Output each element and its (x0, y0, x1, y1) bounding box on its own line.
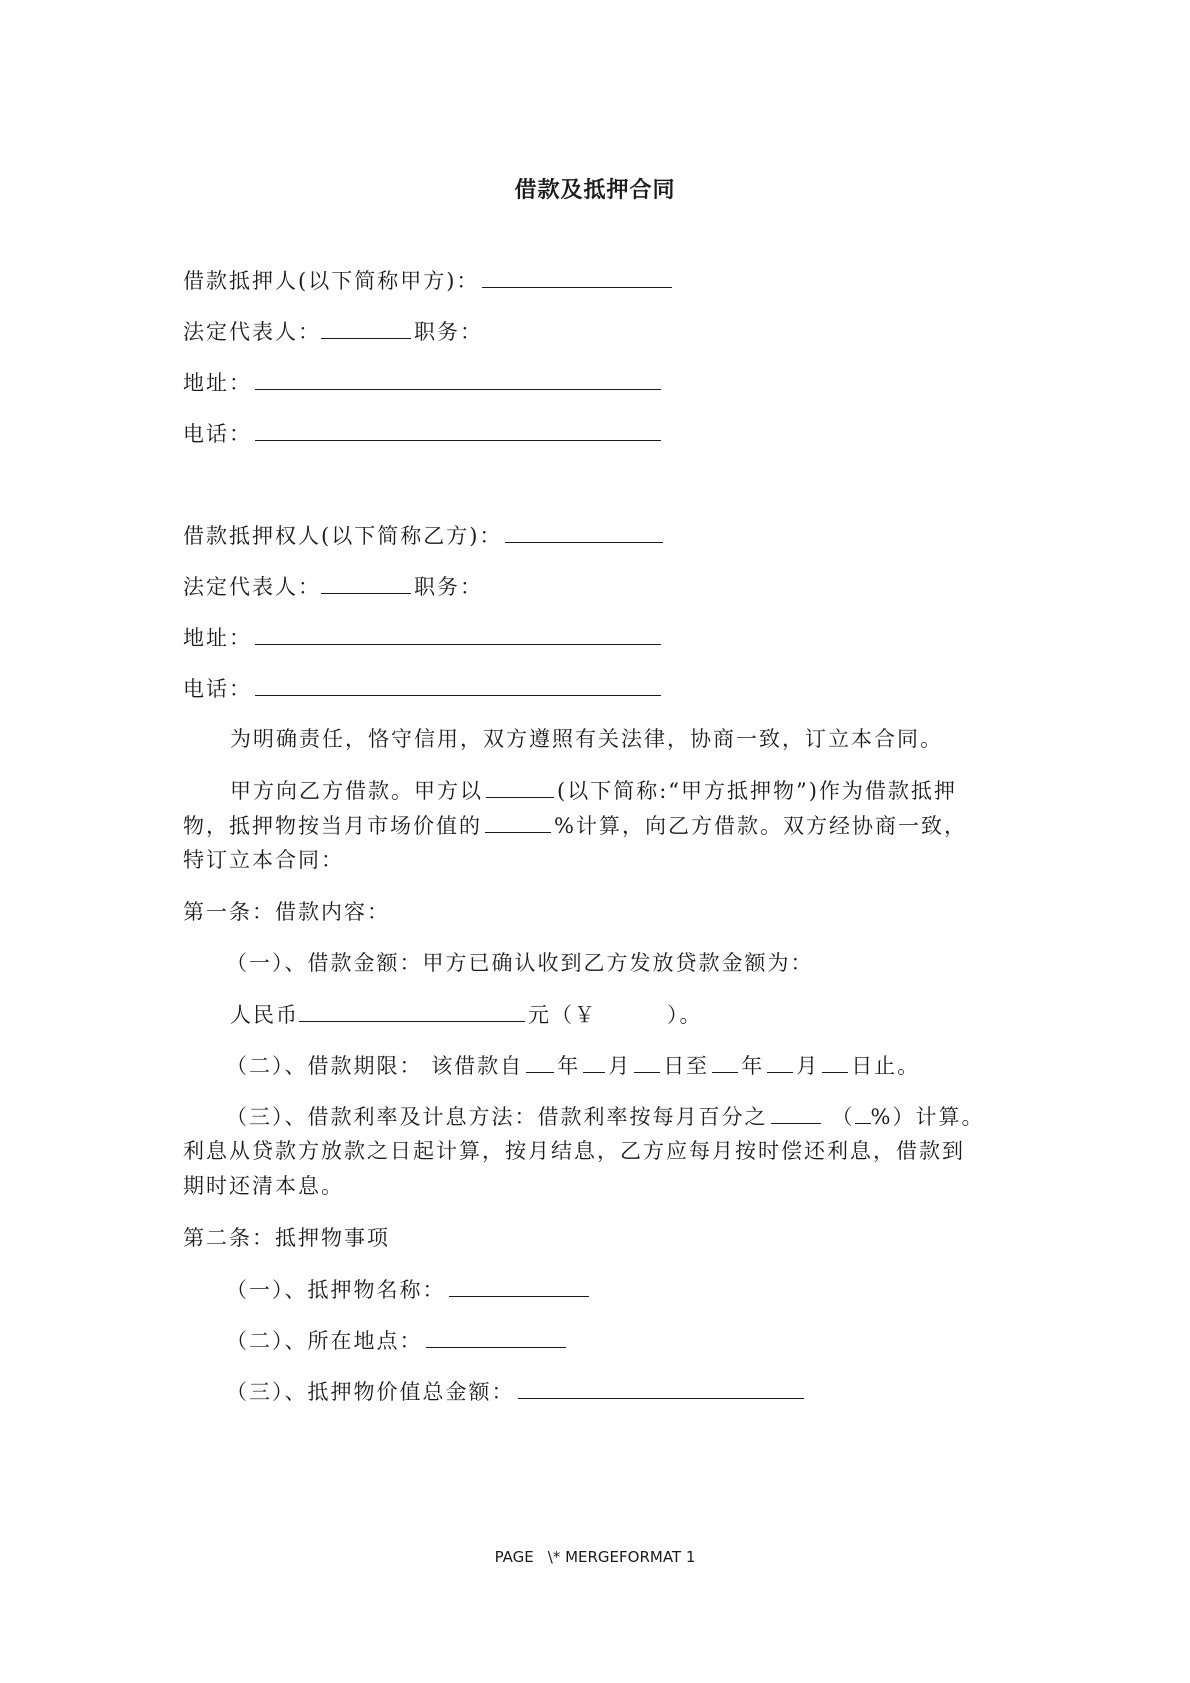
party-a-rep-label: 法定代表人： (183, 320, 321, 344)
para2-line1 (230, 775, 957, 806)
month-label: 月 (608, 1054, 632, 1078)
article1-item1: （一）、借款金额：甲方已确认收到乙方发放贷款金额为： (226, 951, 814, 975)
party-a-address-line (183, 367, 664, 398)
end-day-blank[interactable] (822, 1050, 848, 1073)
day-end-label: 日止。 (851, 1054, 921, 1078)
percent-blank[interactable] (485, 810, 551, 833)
collateral-blank[interactable] (486, 775, 554, 798)
party-b-rep-label: 法定代表人： (183, 575, 321, 599)
party-b-blank[interactable] (505, 520, 663, 543)
year-label-2: 年 (741, 1054, 765, 1078)
party-b-address-line (183, 622, 664, 653)
article2-heading: 第二条：抵押物事项 (183, 1226, 390, 1250)
end-year-blank[interactable] (712, 1050, 738, 1073)
article1-item3-line3: 期时还清本息。 (183, 1174, 344, 1198)
article2-item1 (226, 1274, 592, 1305)
party-b-address-blank[interactable] (255, 622, 661, 645)
item3-part3: %）计算。 (870, 1105, 985, 1129)
para2-line2-part1: 物，抵押物按当月市场价值的 (183, 814, 482, 838)
start-year-blank[interactable] (526, 1050, 554, 1073)
article2-item3 (226, 1376, 807, 1407)
party-b-position-label: 职务： (414, 575, 483, 599)
party-a-phone-blank[interactable] (255, 418, 661, 441)
party-a-phone-line (183, 418, 664, 449)
party-b-phone-label: 电话： (183, 677, 252, 701)
party-b-phone-line (183, 673, 664, 704)
item3-part2: （ (831, 1105, 855, 1129)
party-b-label: 借款抵押权人(以下简称乙方)： (183, 524, 503, 548)
total-value-blank[interactable] (518, 1376, 804, 1399)
end-month-blank[interactable] (767, 1050, 793, 1073)
yuan-close: ）。 (667, 1003, 703, 1027)
party-a-phone-label: 电话： (183, 422, 252, 446)
article1-item3-line2: 利息从贷款方放款之日起计算，按月结息，乙方应每月按时偿还利息，借款到 (183, 1139, 965, 1163)
rate-words-blank[interactable] (771, 1101, 821, 1124)
para2-line2-part2: %计算，向乙方借款。双方经协商一致， (554, 814, 967, 838)
party-a-blank[interactable] (482, 265, 672, 288)
item2-prefix: （二）、借款期限： (226, 1054, 423, 1078)
article2-item2 (226, 1325, 569, 1356)
item3-part1: （三）、借款利率及计息方法：借款利率按每月百分之 (226, 1105, 768, 1129)
para2-line2 (183, 810, 967, 841)
collateral-name-blank[interactable] (449, 1274, 589, 1297)
location-label: （二）、所在地点： (226, 1329, 423, 1353)
yuan-label: 元（￥ (528, 1003, 597, 1027)
para2-part2: (以下简称:“甲方抵押物”)作为借款抵押 (557, 779, 957, 803)
document-title: 借款及抵押合同 (514, 177, 676, 203)
article1-heading: 第一条：借款内容： (183, 900, 390, 924)
article1-item2 (226, 1050, 920, 1081)
month-label-2: 月 (796, 1054, 820, 1078)
start-day-blank[interactable] (634, 1050, 660, 1073)
rate-number-blank[interactable] (855, 1101, 871, 1124)
rmb-amount-blank[interactable] (299, 999, 525, 1022)
party-b-phone-blank[interactable] (255, 673, 661, 696)
location-blank[interactable] (426, 1325, 566, 1348)
article1-rmb-line (230, 999, 703, 1030)
item2-text: 该借款自 (431, 1054, 524, 1078)
footer-page-field: PAGE (494, 1548, 534, 1566)
year-label: 年 (557, 1054, 581, 1078)
para2-line3: 特订立本合同： (183, 848, 344, 872)
party-a-address-blank[interactable] (255, 367, 661, 390)
footer-format-field: \* MERGEFORMAT 1 (547, 1548, 696, 1566)
para2-part1: 甲方向乙方借款。甲方以 (230, 779, 483, 803)
party-a-position-label: 职务： (414, 320, 483, 344)
party-a-line (183, 265, 675, 296)
party-b-address-label: 地址： (183, 626, 252, 650)
party-b-rep-blank[interactable] (321, 571, 411, 594)
party-b-rep-line (183, 571, 483, 602)
article1-item3 (226, 1101, 984, 1132)
party-a-label: 借款抵押人(以下简称甲方)： (183, 269, 480, 293)
day-to-label: 日至 (663, 1054, 710, 1078)
party-b-line (183, 520, 666, 551)
intro-paragraph: 为明确责任，恪守信用，双方遵照有关法律，协商一致，订立本合同。 (230, 727, 943, 751)
page-footer (0, 1548, 1190, 1566)
start-month-blank[interactable] (583, 1050, 605, 1073)
collateral-name-label: （一）、抵押物名称： (226, 1278, 446, 1302)
party-a-address-label: 地址： (183, 371, 252, 395)
rmb-label: 人民币 (230, 1003, 299, 1027)
total-value-label: （三）、抵押物价值总金额： (226, 1380, 515, 1404)
party-a-rep-blank[interactable] (321, 316, 411, 339)
party-a-rep-line (183, 316, 483, 347)
